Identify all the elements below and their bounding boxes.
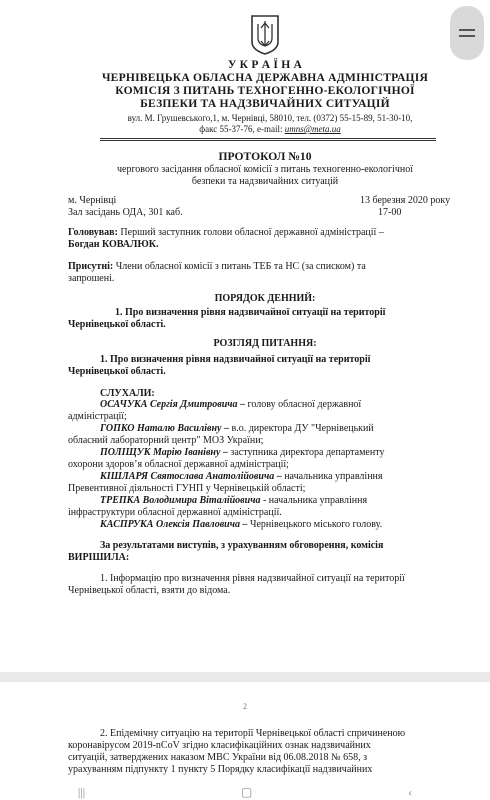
home-icon[interactable]: ▢ (240, 785, 253, 799)
agenda-item-1-cont: Чернівецької області. (68, 319, 166, 330)
review-item-1-cont: Чернівецької області. (68, 366, 166, 377)
page2-line-1: 2. Епідемічну ситуацію на території Чернівецької області спричиненою (100, 728, 406, 739)
present-line: Присутні: Члени обласної комісії з питань ТЕБ та НС (за списком) та (68, 261, 366, 272)
page2-line-4: урахуванням підпункту 1 пункту 5 Порядку класифікації надзвичайних (68, 764, 373, 775)
recent-apps-icon[interactable]: ||| (77, 785, 86, 799)
decision-intro: За результатами виступів, з урахуванням обговорення, комісія (100, 540, 384, 551)
address-line: вул. М. Грушевського,1, м. Чернівці, 58010, тел. (0372) 55-15-89, 51-30-10, (127, 113, 413, 123)
speaker-5-cont: інфраструктури обласної державної адміністрації. (68, 507, 282, 518)
speaker-1-cont: адміністрації; (68, 411, 127, 422)
chair-line: Головував: Перший заступник голови обласної державної адміністрації – (68, 227, 384, 238)
decision-item-1: 1. Інформацію про визначення рівня надзвичайної ситуації на території (100, 573, 405, 584)
contact-line: факс 55-37-76, e-mail: umns@meta.ua (199, 124, 341, 134)
speaker-1: ОСАЧУКА Сергія Дмитровича – голову обласної державної (100, 399, 362, 410)
agenda-title: ПОРЯДОК ДЕННИЙ: (214, 293, 316, 304)
decision-label: ВИРІШИЛА: (68, 552, 130, 563)
speaker-4: КІШЛАРЯ Святослава Анатолійовича – начальника управління (100, 471, 383, 482)
protocol-title: ПРОТОКОЛ №10 (218, 150, 312, 163)
header-divider-2 (100, 140, 436, 141)
speaker-6: КАСПРУКА Олексія Павловича – Чернівецького міського голову. (100, 519, 383, 530)
decision-item-1-cont: Чернівецької області, взяти до відома. (68, 585, 231, 596)
speaker-4-cont: Превентивної діяльності ГУНП у Чернівецькій області; (68, 483, 306, 494)
heard-label: СЛУХАЛИ: (100, 388, 155, 399)
page-number: 2 (243, 702, 247, 711)
speaker-2-cont: обласний лабораторний центр" МОЗ України; (68, 435, 264, 446)
org-heading-1: ЧЕРНІВЕЦЬКА ОБЛАСНА ДЕРЖАВНА АДМІНІСТРАЦІЯ (101, 71, 429, 84)
review-item-1: 1. Про визначення рівня надзвичайної ситуації на території (100, 354, 371, 365)
present-line-2: запрошені. (68, 273, 115, 284)
back-icon[interactable]: ‹ (408, 785, 413, 799)
protocol-subtitle-1: чергового засідання обласної комісії з питань техногенно-екологічної (116, 164, 413, 175)
page2-line-2: коронавірусом 2019-nCoV згідно класифікаційних ознак надзвичайних (68, 740, 371, 751)
header-divider (100, 138, 436, 139)
coat-of-arms-icon (250, 14, 280, 56)
email-link[interactable]: umns@meta.ua (284, 124, 341, 134)
country-heading: У К Р А Ї Н А (227, 58, 303, 71)
meeting-city: м. Чернівці (68, 195, 117, 206)
page2-line-3: ситуацій, затверджених наказом МВС України від 06.08.2018 № 658, з (68, 752, 368, 763)
speaker-3-cont: охорони здоров’я обласної державної адміністрації; (68, 459, 289, 470)
org-heading-3: БЕЗПЕКИ ТА НАДЗВИЧАЙНИХ СИТУАЦІЙ (140, 97, 390, 110)
hamburger-icon (459, 29, 475, 31)
speaker-3: ПОЛІЩУК Марію Іванівну – заступника директора департаменту (100, 447, 385, 458)
page-separator (0, 672, 490, 682)
bottom-nav-bar (0, 784, 490, 800)
review-title: РОЗГЛЯД ПИТАННЯ: (213, 338, 317, 349)
menu-button[interactable] (450, 6, 484, 60)
protocol-subtitle-2: безпеки та надзвичайних ситуацій (191, 176, 339, 187)
meeting-hall: Зал засідань ОДА, 301 каб. (68, 207, 183, 218)
agenda-item-1: 1. Про визначення рівня надзвичайної ситуації на території (115, 307, 386, 318)
document-page-2 (0, 682, 490, 800)
chair-name: Богдан КОВАЛЮК. (68, 239, 159, 250)
org-heading-2: КОМІСІЯ З ПИТАНЬ ТЕХНОГЕННО-ЕКОЛОГІЧНОЇ (115, 84, 415, 97)
meeting-time: 17-00 (378, 207, 402, 218)
speaker-2: ГОПКО Наталю Василівну – в.о. директора ДУ "Чернівецький (100, 423, 374, 434)
speaker-5: ТРЕПКА Володимира Віталійовича - начальника управління (100, 495, 368, 506)
meeting-date: 13 березня 2020 року (360, 195, 451, 206)
